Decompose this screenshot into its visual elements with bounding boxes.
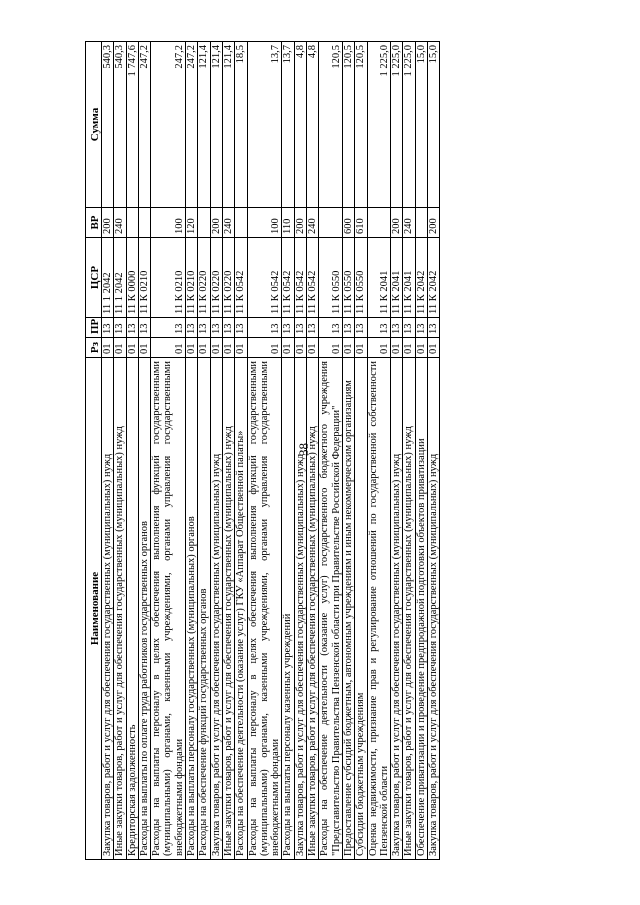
row-sum: 18,5 bbox=[235, 42, 247, 208]
row-csr: 11 К 2042 bbox=[415, 238, 427, 318]
row-name: Иные закупки товаров, работ и услуг для обеспечения государственных (муниципальных) нужд bbox=[403, 358, 415, 860]
table-row bbox=[222, 42, 234, 860]
row-csr: 11 К 2041 bbox=[367, 238, 391, 318]
row-rz: 01 bbox=[342, 338, 354, 358]
row-rz: 01 bbox=[198, 338, 210, 358]
table-row bbox=[428, 42, 440, 860]
row-name: Закупка товаров, работ и услуг для обеспечения государственных (муниципальных) нужд bbox=[102, 358, 114, 860]
table-row bbox=[415, 42, 427, 860]
row-name: Расходы на обеспечение деятельности (оказание услуг) государственного бюджетного учреждения "Представительство Правительства Пензенской области при Правительстве Российской Федерации" bbox=[319, 358, 343, 860]
row-csr: 11 К 0542 bbox=[294, 238, 306, 318]
row-vr: 120 bbox=[186, 208, 198, 238]
row-vr bbox=[319, 208, 343, 238]
table-header-row bbox=[86, 42, 102, 860]
row-rz: 01 bbox=[403, 338, 415, 358]
header-name: Наименование bbox=[86, 358, 102, 860]
row-sum: 1 747,6 bbox=[126, 42, 138, 208]
row-pr: 13 bbox=[307, 318, 319, 338]
row-pr: 13 bbox=[282, 318, 294, 338]
row-rz: 01 bbox=[428, 338, 440, 358]
row-pr: 13 bbox=[210, 318, 222, 338]
row-csr: 11 К 0220 bbox=[222, 238, 234, 318]
row-vr: 110 bbox=[282, 208, 294, 238]
row-csr: 11 К 0000 bbox=[126, 238, 138, 318]
row-sum: 247,2 bbox=[186, 42, 198, 208]
row-name: Расходы на выплаты персоналу в целях обеспечения выполнения функций государственными (муниципальными) органами, казенными учреждениями, органами управления государственными внебюджетными фондами bbox=[247, 358, 282, 860]
row-csr: 11 К 0542 bbox=[247, 238, 282, 318]
table-row bbox=[186, 42, 198, 860]
row-vr: 240 bbox=[222, 208, 234, 238]
row-sum: 13,7 bbox=[282, 42, 294, 208]
row-rz: 01 bbox=[355, 338, 367, 358]
row-csr: 11 1 2042 bbox=[102, 238, 114, 318]
header-sum: Сумма bbox=[86, 42, 102, 208]
row-rz: 01 bbox=[126, 338, 138, 358]
table-row bbox=[114, 42, 126, 860]
row-sum: 1 225,0 bbox=[403, 42, 415, 208]
table-row bbox=[367, 42, 391, 860]
table-row bbox=[126, 42, 138, 860]
row-rz: 01 bbox=[138, 338, 150, 358]
row-sum: 121,4 bbox=[222, 42, 234, 208]
row-name: Закупка товаров, работ и услуг для обеспечения государственных (муниципальных) нужд bbox=[391, 358, 403, 860]
table-row bbox=[138, 42, 150, 860]
budget-table-container bbox=[85, 42, 552, 860]
table-row bbox=[307, 42, 319, 860]
row-rz: 01 bbox=[319, 338, 343, 358]
row-rz: 01 bbox=[151, 338, 186, 358]
row-vr bbox=[235, 208, 247, 238]
row-name: Оценка недвижимости, признание прав и регулирование отношений по государственной собственности Пензенской области bbox=[367, 358, 391, 860]
row-sum: 247,2 bbox=[138, 42, 150, 208]
row-pr: 13 bbox=[415, 318, 427, 338]
header-pr: ПР bbox=[86, 318, 102, 338]
row-pr: 13 bbox=[198, 318, 210, 338]
row-pr: 13 bbox=[428, 318, 440, 338]
row-name: Расходы на обеспечение деятельности (оказание услуг) ГКУ «Аппарат Общественной палаты» bbox=[235, 358, 247, 860]
row-csr: 11 К 2041 bbox=[403, 238, 415, 318]
table-row bbox=[210, 42, 222, 860]
row-pr: 13 bbox=[186, 318, 198, 338]
row-name: Иные закупки товаров, работ и услуг для обеспечения государственных (муниципальных) нужд bbox=[114, 358, 126, 860]
row-pr: 13 bbox=[102, 318, 114, 338]
row-pr: 13 bbox=[138, 318, 150, 338]
table-row bbox=[319, 42, 343, 860]
row-vr: 100 bbox=[247, 208, 282, 238]
table-row bbox=[391, 42, 403, 860]
row-vr: 200 bbox=[428, 208, 440, 238]
row-name: Закупка товаров, работ и услуг для обеспечения государственных (муниципальных) нужд bbox=[428, 358, 440, 860]
row-vr: 100 bbox=[151, 208, 186, 238]
row-pr: 13 bbox=[222, 318, 234, 338]
table-row bbox=[403, 42, 415, 860]
row-pr: 13 bbox=[247, 318, 282, 338]
row-vr: 240 bbox=[114, 208, 126, 238]
row-pr: 13 bbox=[403, 318, 415, 338]
page-number: 38 bbox=[296, 443, 311, 456]
row-name: Расходы на обеспечение функций государственных органов bbox=[198, 358, 210, 860]
row-vr: 200 bbox=[102, 208, 114, 238]
header-rz: Рз bbox=[86, 338, 102, 358]
row-sum: 1 225,0 bbox=[367, 42, 391, 208]
row-rz: 01 bbox=[391, 338, 403, 358]
row-sum: 4,8 bbox=[294, 42, 306, 208]
row-sum: 121,4 bbox=[210, 42, 222, 208]
row-rz: 01 bbox=[210, 338, 222, 358]
row-csr: 11 К 0550 bbox=[342, 238, 354, 318]
row-vr bbox=[415, 208, 427, 238]
row-rz: 01 bbox=[307, 338, 319, 358]
table-row bbox=[151, 42, 186, 860]
row-vr bbox=[198, 208, 210, 238]
row-rz: 01 bbox=[186, 338, 198, 358]
row-vr: 200 bbox=[391, 208, 403, 238]
row-vr: 240 bbox=[403, 208, 415, 238]
row-rz: 01 bbox=[114, 338, 126, 358]
row-pr: 13 bbox=[126, 318, 138, 338]
row-sum: 121,4 bbox=[198, 42, 210, 208]
row-csr: 11 К 0550 bbox=[355, 238, 367, 318]
row-csr: 11 К 0210 bbox=[186, 238, 198, 318]
row-vr: 200 bbox=[294, 208, 306, 238]
row-rz: 01 bbox=[294, 338, 306, 358]
row-pr: 13 bbox=[391, 318, 403, 338]
row-rz: 01 bbox=[222, 338, 234, 358]
row-sum: 247,2 bbox=[151, 42, 186, 208]
table-row bbox=[294, 42, 306, 860]
header-csr: ЦСР bbox=[86, 238, 102, 318]
table-row bbox=[247, 42, 282, 860]
row-name: Субсидии бюджетным учреждениям bbox=[355, 358, 367, 860]
row-vr: 600 bbox=[342, 208, 354, 238]
row-csr: 11 К 0210 bbox=[151, 238, 186, 318]
row-csr: 11 К 0550 bbox=[319, 238, 343, 318]
row-csr: 11 К 0542 bbox=[282, 238, 294, 318]
table-body bbox=[102, 42, 440, 860]
table-row bbox=[282, 42, 294, 860]
row-vr: 200 bbox=[210, 208, 222, 238]
row-pr: 13 bbox=[367, 318, 391, 338]
row-rz: 01 bbox=[247, 338, 282, 358]
row-rz: 01 bbox=[102, 338, 114, 358]
row-vr: 610 bbox=[355, 208, 367, 238]
row-rz: 01 bbox=[415, 338, 427, 358]
row-vr bbox=[138, 208, 150, 238]
row-sum: 120,5 bbox=[342, 42, 354, 208]
row-csr: 11 К 0210 bbox=[138, 238, 150, 318]
row-name: Кредиторская задолженность bbox=[126, 358, 138, 860]
header-vr: ВР bbox=[86, 208, 102, 238]
row-name: Обеспечение приватизации и проведение предпродажной подготовки объектов приватизации bbox=[415, 358, 427, 860]
table-row bbox=[235, 42, 247, 860]
row-name: Расходы на выплаты персоналу в целях обеспечения выполнения функций государственными (муниципальными) органами, казенными учреждениями, органами управления государственными внебюджетными фондами bbox=[151, 358, 186, 860]
row-pr: 13 bbox=[294, 318, 306, 338]
row-csr: 11 1 2042 bbox=[114, 238, 126, 318]
row-vr bbox=[367, 208, 391, 238]
row-name: Иные закупки товаров, работ и услуг для обеспечения государственных (муниципальных) нужд bbox=[307, 358, 319, 860]
row-name: Иные закупки товаров, работ и услуг для обеспечения государственных (муниципальных) нужд bbox=[222, 358, 234, 860]
row-sum: 15,0 bbox=[415, 42, 427, 208]
row-pr: 13 bbox=[151, 318, 186, 338]
row-csr: 11 К 0542 bbox=[235, 238, 247, 318]
row-name: Расходы на выплаты по оплате труда работников государственных органов bbox=[138, 358, 150, 860]
table-row bbox=[355, 42, 367, 860]
row-pr: 13 bbox=[114, 318, 126, 338]
row-name: Расходы на выплаты персоналу казенных учреждений bbox=[282, 358, 294, 860]
row-vr bbox=[126, 208, 138, 238]
row-rz: 01 bbox=[235, 338, 247, 358]
row-pr: 13 bbox=[342, 318, 354, 338]
table-row bbox=[342, 42, 354, 860]
row-name: Предоставление субсидий бюджетным, автономным учреждениям и иным некоммерческим организациям bbox=[342, 358, 354, 860]
row-pr: 13 bbox=[355, 318, 367, 338]
budget-table bbox=[85, 41, 440, 860]
row-sum: 1 225,0 bbox=[391, 42, 403, 208]
row-sum: 13,7 bbox=[247, 42, 282, 208]
row-csr: 11 К 2041 bbox=[391, 238, 403, 318]
row-csr: 11 К 0542 bbox=[307, 238, 319, 318]
row-sum: 120,5 bbox=[319, 42, 343, 208]
table-row bbox=[198, 42, 210, 860]
row-sum: 540,3 bbox=[114, 42, 126, 208]
row-sum: 15,0 bbox=[428, 42, 440, 208]
row-sum: 4,8 bbox=[307, 42, 319, 208]
row-csr: 11 К 0220 bbox=[198, 238, 210, 318]
row-csr: 11 К 2042 bbox=[428, 238, 440, 318]
row-pr: 13 bbox=[319, 318, 343, 338]
table-row bbox=[102, 42, 114, 860]
row-csr: 11 К 0220 bbox=[210, 238, 222, 318]
row-name: Расходы на выплаты персоналу государственных (муниципальных) органов bbox=[186, 358, 198, 860]
row-sum: 120,5 bbox=[355, 42, 367, 208]
row-vr: 240 bbox=[307, 208, 319, 238]
row-rz: 01 bbox=[282, 338, 294, 358]
row-rz: 01 bbox=[367, 338, 391, 358]
row-pr: 13 bbox=[235, 318, 247, 338]
row-name: Закупка товаров, работ и услуг для обеспечения государственных (муниципальных) нужд bbox=[294, 358, 306, 860]
row-sum: 540,3 bbox=[102, 42, 114, 208]
row-name: Закупка товаров, работ и услуг для обеспечения государственных (муниципальных) нужд bbox=[210, 358, 222, 860]
